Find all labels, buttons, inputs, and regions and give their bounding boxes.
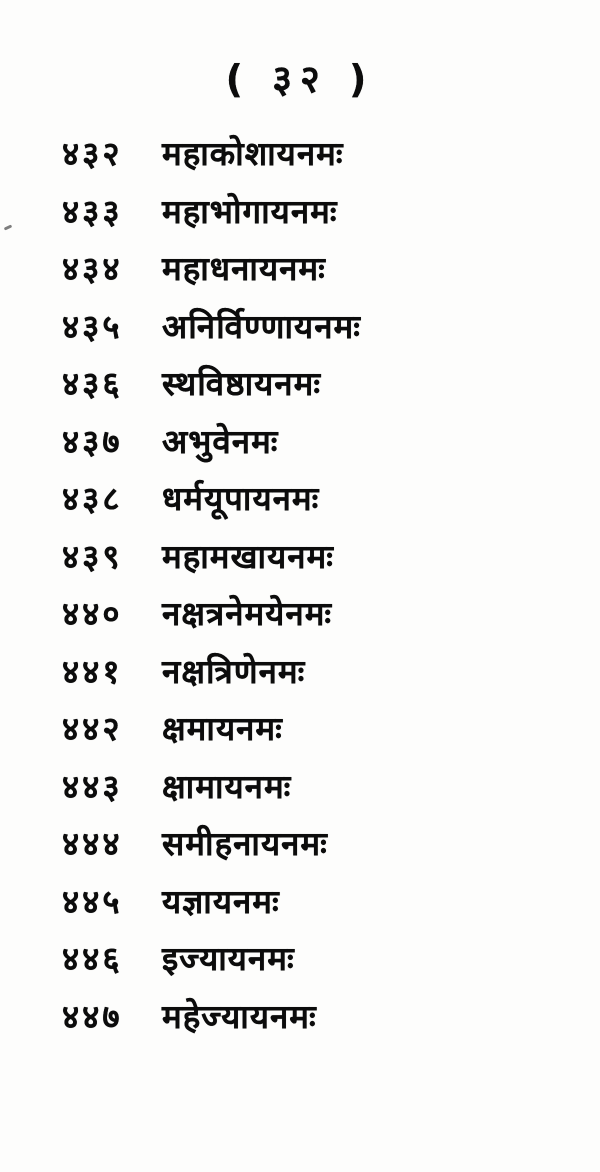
page-number: ( ३२ ): [225, 57, 375, 101]
entry-name: अभुवेनमः: [162, 421, 279, 461]
list-item: [62, 820, 580, 878]
list-item: [62, 878, 580, 936]
entry-name: नक्षत्रनेमयेनमः: [162, 594, 333, 633]
entry-number: ४४०: [62, 594, 123, 633]
entry-name: समीहनायनमः: [162, 824, 328, 863]
entry-name: स्थविष्ठायनमः: [162, 364, 321, 403]
entry-name: इज्यायनमः: [162, 939, 295, 978]
entry-name: नक्षत्रिणेनमः: [162, 651, 306, 691]
entry-number: ४४६: [62, 939, 123, 978]
entry-number: ४३३: [62, 191, 123, 231]
list-item: [62, 763, 580, 821]
entry-name: महाभोगायनमः: [162, 191, 338, 231]
list-item: [62, 130, 580, 188]
list-item: [62, 533, 580, 591]
list-item: [62, 188, 580, 246]
entry-number: ४३४: [62, 249, 123, 288]
entry-name: क्षमायनमः: [162, 709, 283, 748]
entry-name: अनिर्विण्णायनमः: [162, 306, 361, 346]
list-item: [62, 648, 580, 706]
entry-number: ४४१: [62, 651, 123, 691]
entry-number: ४४२: [62, 709, 123, 748]
entry-name: महेज्यायनमः: [162, 996, 317, 1036]
list-item: [62, 935, 580, 993]
entry-number: ४३८: [62, 479, 123, 518]
entry-name: महाकोशायनमः: [162, 134, 344, 173]
entry-number: ४४५: [62, 881, 123, 921]
list-item: [62, 360, 580, 418]
entry-number: ४३६: [62, 364, 123, 403]
entry-number: ४४३: [62, 766, 123, 806]
entry-name: क्षामायनमः: [162, 766, 292, 806]
list-item: [62, 418, 580, 476]
entry-number: ४३९: [62, 536, 123, 576]
entry-number: ४४४: [62, 824, 123, 863]
entry-name: महामखायनमः: [162, 536, 334, 576]
entry-number: ४३७: [62, 421, 123, 461]
list-item: [62, 475, 580, 533]
entry-number: ४३५: [62, 306, 123, 346]
entry-name: यज्ञायनमः: [162, 881, 280, 921]
list-item: [62, 590, 580, 648]
entry-name: महाधनायनमः: [162, 249, 326, 288]
entry-number: ४४७: [62, 996, 123, 1036]
entry-number: ४३२: [62, 134, 123, 173]
list-item: [62, 245, 580, 303]
entry-name: धर्मयूपायनमः: [162, 479, 320, 518]
list-item: [62, 705, 580, 763]
name-list: [0, 130, 600, 1050]
list-item: [62, 993, 580, 1051]
list-item: [62, 303, 580, 361]
